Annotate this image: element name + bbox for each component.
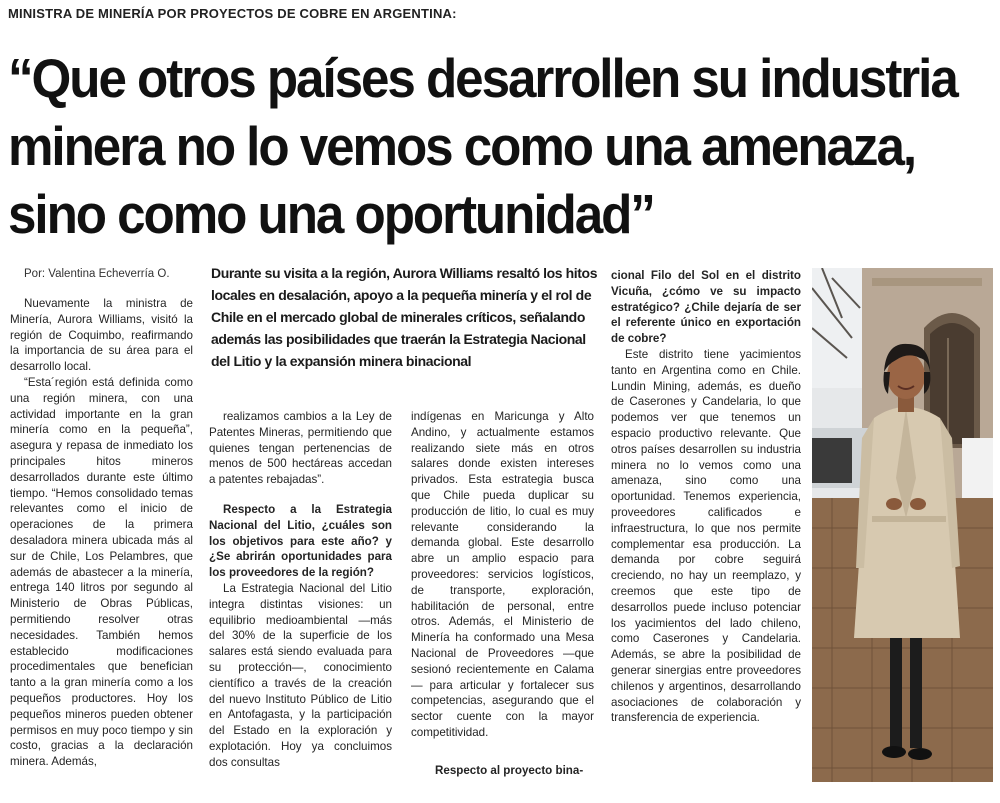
interview-question: cional Filo del Sol en el distrito Vicuña, ¿cómo ve su impacto estratégico? ¿Chile dejaría de ser el referente único en exportación de cobre? [611, 269, 801, 346]
column-1 [10, 296, 193, 770]
photo-illustration [812, 268, 993, 782]
kicker: MINISTRA DE MINERÍA POR PROYECTOS DE COBRE EN ARGENTINA: [8, 6, 457, 21]
minister-photo [812, 268, 993, 782]
headline-line-3: sino como una oportunidad” [8, 183, 654, 245]
paragraph: Nuevamente la ministra de Minería, Aurora Williams, visitó la región de Coquimbo, reafirmando la importancia de su área para el desarrollo local. [10, 297, 193, 374]
paragraph: Este distrito tiene yacimientos tanto en Argentina como en Chile. Lundin Mining, además, es dueño de Caserones y Candelaria, lo que podemos ver que tenemos un espacio productivo relevante. Que otros países desarrollen su industria minera no lo vemos como una amenaza, sino como una oportunidad. Tenemos experiencia, proveedores calificados e infraestructura, lo que nos permite complementar esa producción. La demanda por cobre seguirá creciendo, no hay un reemplazo, y creemos que este tipo de desarrollos puede incluso potenciar los yacimientos del lado chileno, como Caserones y Candelaria. Además, se abre la posibilidad de generar sinergias entre proveedores chilenos y argentinos, desarrollando asociaciones de colaboración y transferencia de experiencia. [611, 347, 801, 725]
paragraph: realizamos cambios a la Ley de Patentes Mineras, permitiendo que quienes tengan pertenencias de menos de 500 hectáreas accedan a patentes rebajadas”. [209, 410, 392, 487]
lede: Durante su visita a la región, Aurora Williams resaltó los hitos locales en desalación, apoyo a la pequeña minería y el rol de Chile en el mercado global de minerales críticos, señalando además las posibilidades que traerán la Estrategia Nacional del Litio y la expansión minera binacional [211, 265, 598, 369]
headline [8, 44, 957, 248]
column-4 [611, 268, 801, 726]
paragraph: La Estrategia Nacional del Litio integra distintas visiones: un equilibrio medioambiental —más del 30% de la superficie de los salares está siendo evaluada para su protección—, conocimiento científico a través de la creación del nuevo Instituto Público de Litio en Antofagasta, y la participación del Estado en la exploración y explotación. Hoy ya concluimos dos consultas [209, 581, 392, 769]
headline-line-1: “Que otros países desarrollen su industria [8, 47, 957, 109]
byline: Por: Valentina Echeverría O. [24, 268, 170, 280]
interview-question: Respecto a la Estrategia Nacional del Litio, ¿cuáles son los objetivos para este año? y ¿Se abrirán oportunidades para los proveedores de la región? [209, 502, 392, 580]
paragraph: “Esta´región está definida como una región minera, con una actividad importante en la gran minería como en la pequeña”, asegura y repasa de inmediato los principales hitos mineros desarrollados durante este último tiempo. “Hemos consolidado temas relevantes como el inicio de operaciones de la primera desaladora minera ubicada más al sur de Chile, Los Pelambres, que además de abastecer a la minería, entrega 140 litros por segundo al Ministerio de Obras Públicas, permitiendo resolver otras necesidades. También hemos establecido modificaciones procedimentales que benefician tanto a la gran minería como a los pequeños productores. Hoy los pequeños mineros pueden obtener permisos en muy poco tiempo y sin costo, gracias a la declaración minera. Además, [10, 375, 193, 769]
column-3 [411, 409, 594, 779]
headline-line-2: minera no lo vemos como una amenaza, [8, 115, 916, 177]
interview-question: Respecto al proyecto bina- [435, 763, 584, 777]
column-2 [209, 409, 392, 771]
paragraph: indígenas en Maricunga y Alto Andino, y actualmente estamos realizando siete más en otros salares donde existen intereses privados. Esta estrategia busca que Chile pueda duplicar su producción de litio, lo cual es muy relevante considerando la demanda global. Este desarrollo abre un amplio espacio para proveedores: servicios logísticos, de transporte, exploración, habilitación de personal, entre otros. Además, el Ministerio de Minería ha conformado una Mesa Nacional de Proveedores —que sesionó recientemente en Calama— para articular y fortalecer sus competencias, asegurando que el sector cuente con la mayor competitividad. [411, 410, 594, 739]
